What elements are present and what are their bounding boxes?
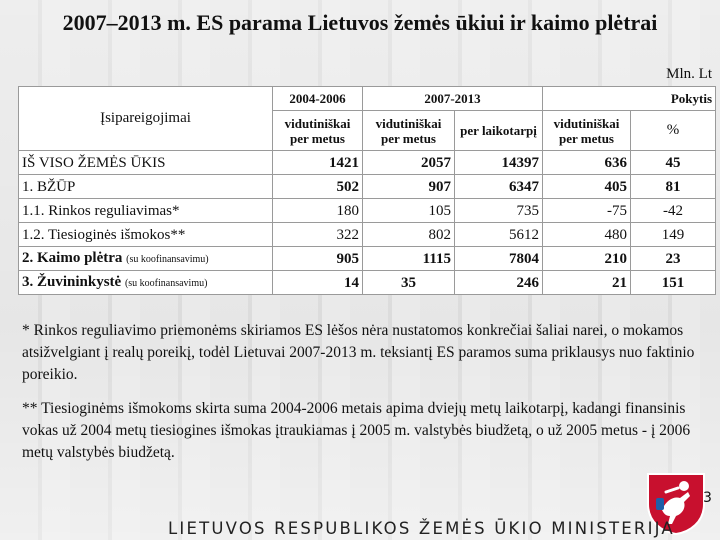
header-period1: 2004-2006 — [273, 87, 363, 111]
cell-change-avg: 636 — [543, 151, 631, 175]
cell-period-2007: 7804 — [455, 247, 543, 271]
budget-table — [18, 86, 716, 295]
cell-change-pct: 151 — [631, 271, 716, 295]
header-purpose: Įsipareigojimai — [19, 87, 273, 151]
cell-change-pct: 81 — [631, 175, 716, 199]
cell-avg-2004: 180 — [273, 199, 363, 223]
cell-avg-2004: 1421 — [273, 151, 363, 175]
cell-period-2007: 6347 — [455, 175, 543, 199]
header-avg-1: vidutiniškai per metus — [273, 111, 363, 151]
header-change: Pokytis — [543, 87, 716, 111]
cell-avg-2007: 105 — [363, 199, 455, 223]
cell-change-pct: 45 — [631, 151, 716, 175]
cell-change-pct: -42 — [631, 199, 716, 223]
row-label-cell — [19, 271, 273, 295]
cell-change-avg: 21 — [543, 271, 631, 295]
cell-avg-2004: 502 — [273, 175, 363, 199]
cell-change-avg: 405 — [543, 175, 631, 199]
cell-change-avg: 210 — [543, 247, 631, 271]
footnote-direct-payments: ** Tiesioginėms išmokoms skirta suma 2004-2006 metais apima dviejų metų laikotarpį, kadangi finansinis vokas už 2004 metų tiesiogines išmokas įtraukiamas į 2005 m. valstybės biudžetą, o už 2005 metus - į 2006 metų valstybės biudžetą. — [22, 400, 691, 461]
row-label-cell — [19, 247, 273, 271]
row-label: 2. Kaimo plėtra — [22, 249, 123, 266]
header-period2: 2007-2013 — [363, 87, 543, 111]
cell-avg-2007: 802 — [363, 223, 455, 247]
header-per-period: per laikotarpį — [455, 111, 543, 151]
cell-period-2007: 735 — [455, 199, 543, 223]
header-change-avg: vidutiniškai per metus — [543, 111, 631, 151]
cell-avg-2007: 1115 — [363, 247, 455, 271]
row-label: 1. BŽŪP — [19, 175, 273, 199]
page-title: 2007–2013 m. ES parama Lietuvos žemės ūkiui ir kaimo plėtrai — [62, 10, 658, 35]
cell-avg-2004: 905 — [273, 247, 363, 271]
footnote-market-regulation: * Rinkos reguliavimo priemonėms skiriamos ES lėšos nėra nustatomos konkrečiai šaliai narei, o mokamos atsižvelgiant į realų poreikį, todėl Lietuvai 2007-2013 m. teksiantį ES paramos suma priklausys nuo faktinio poreikio. — [22, 322, 695, 383]
cell-change-avg: 480 — [543, 223, 631, 247]
cell-change-pct: 149 — [631, 223, 716, 247]
cell-change-pct: 23 — [631, 247, 716, 271]
cell-period-2007: 5612 — [455, 223, 543, 247]
cell-period-2007: 14397 — [455, 151, 543, 175]
header-avg-2: vidutiniškai per metus — [363, 111, 455, 151]
row-label: 1.2. Tiesioginės išmokos** — [19, 223, 273, 247]
cell-avg-2004: 14 — [273, 271, 363, 295]
cell-avg-2007: 2057 — [363, 151, 455, 175]
header-pct: % — [631, 111, 716, 151]
row-label: IŠ VISO ŽEMĖS ŪKIS — [19, 151, 273, 175]
row-note: (su koofinansavimu) — [126, 253, 209, 265]
table-row — [19, 199, 716, 223]
cell-avg-2007: 907 — [363, 175, 455, 199]
unit-label: Mln. Lt — [666, 66, 712, 82]
footnotes — [22, 320, 712, 476]
table-row — [19, 271, 716, 295]
cell-avg-2004: 322 — [273, 223, 363, 247]
page-number: 3 — [703, 490, 712, 506]
row-label: 1.1. Rinkos reguliavimas* — [19, 199, 273, 223]
table-row — [19, 223, 716, 247]
cell-change-avg: -75 — [543, 199, 631, 223]
ministry-name: LIETUVOS RESPUBLIKOS ŽEMĖS ŪKIO MINISTERIJA — [168, 519, 675, 538]
table-row — [19, 175, 716, 199]
table-row — [19, 247, 716, 271]
cell-period-2007: 246 — [455, 271, 543, 295]
table-row — [19, 151, 716, 175]
row-label: 3. Žuvininkystė — [22, 273, 122, 290]
cell-avg-2007: 35 — [363, 271, 455, 295]
row-note: (su koofinansavimu) — [124, 277, 208, 289]
